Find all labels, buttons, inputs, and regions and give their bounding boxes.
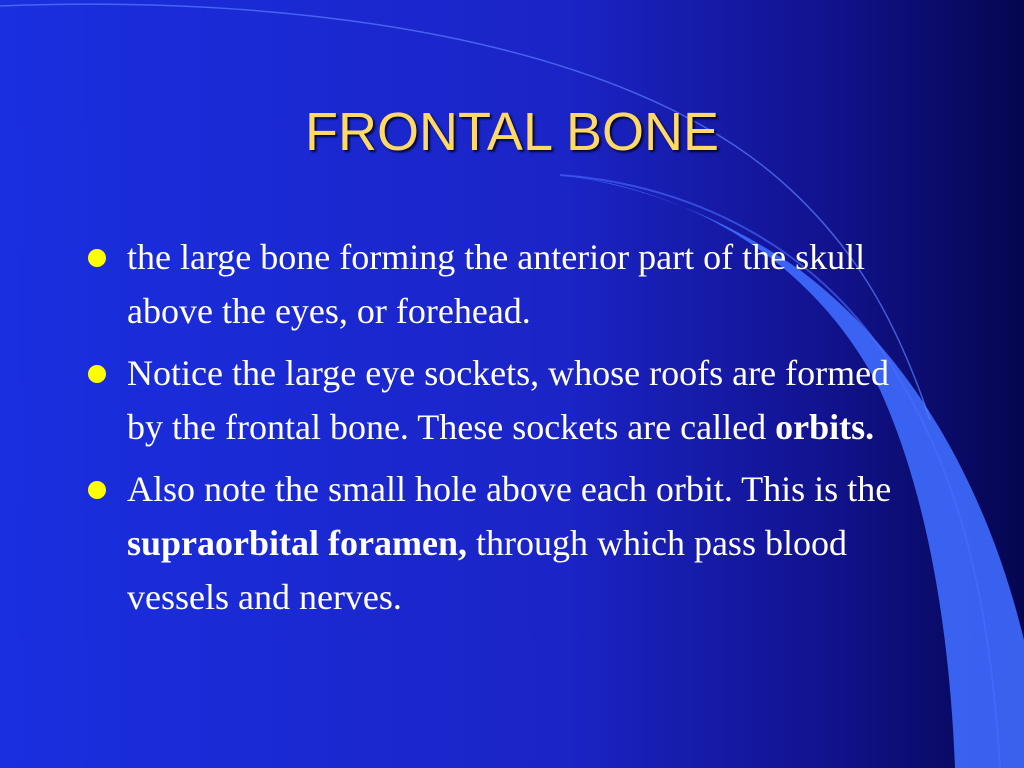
- bullet-item: [88, 346, 928, 454]
- bullet-text: the large bone forming the anterior part of the skull above the eyes, or forehead.: [127, 237, 866, 331]
- slide-title: FRONTAL BONE: [304, 102, 720, 162]
- bullet-dot-icon: [88, 249, 106, 267]
- bullet-dot-icon: [88, 365, 106, 383]
- bold-term-orbits: orbits.: [775, 407, 875, 447]
- bullet-item: [88, 462, 928, 624]
- bullet-text: Notice the large eye sockets, whose roofs are formed by the frontal bone. These sockets are called orbits.: [127, 353, 890, 447]
- bullet-dot-icon: [88, 481, 106, 499]
- bullet-list: [88, 230, 928, 632]
- bullet-text: Also note the small hole above each orbit. This is the supraorbital foramen, through which pass blood vessels and nerves.: [127, 469, 892, 617]
- bullet-item: [88, 230, 928, 338]
- bold-term-supraorbital-foramen: supraorbital foramen,: [127, 523, 467, 563]
